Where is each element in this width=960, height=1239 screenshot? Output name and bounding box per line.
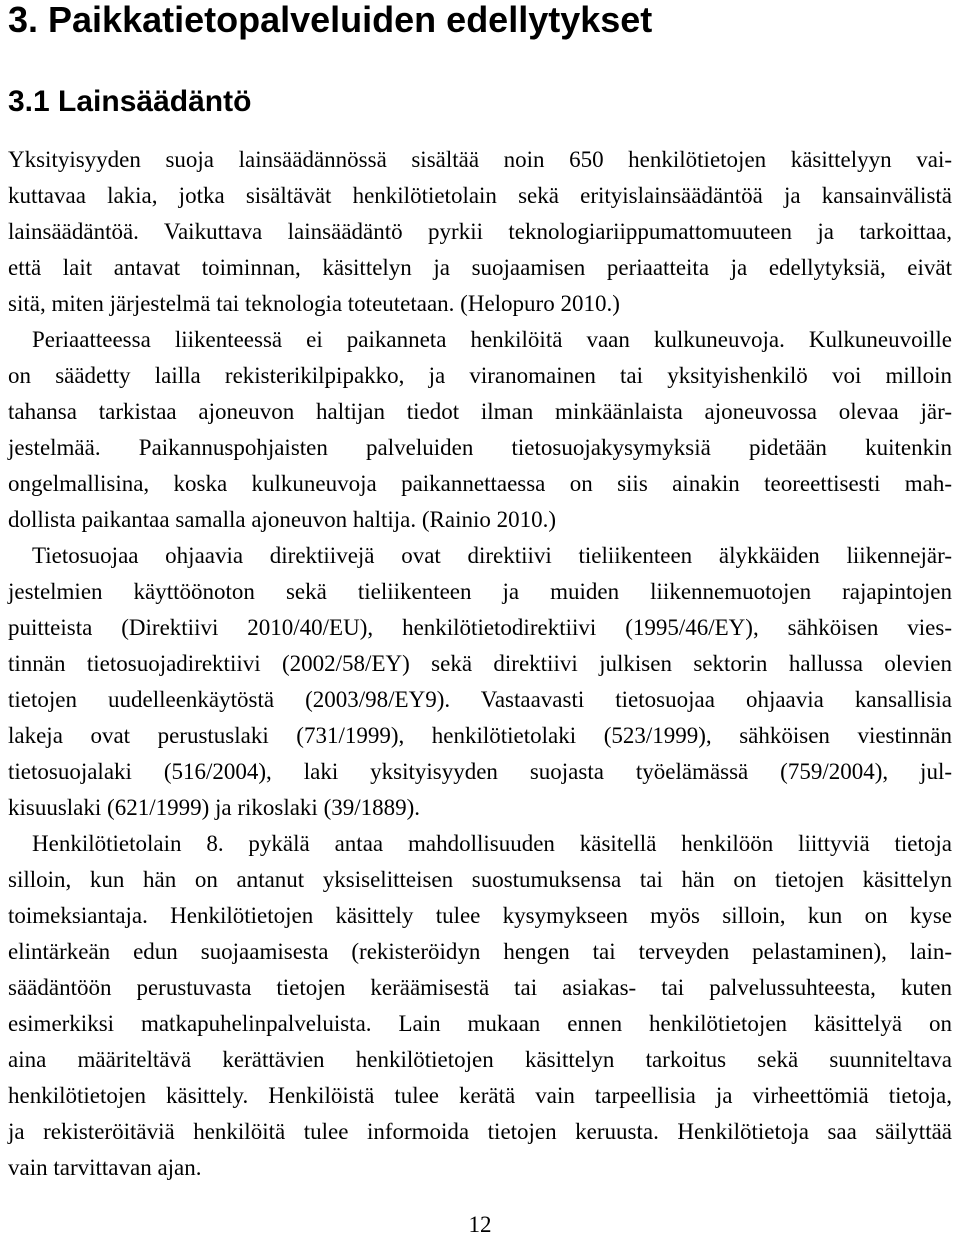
text-line: dollista paikantaa samalla ajoneuvon haltija. (Rainio 2010.) <box>8 507 557 532</box>
text-line: tinnän tietosuojadirektiivi (2002/58/EY) sekä direktiivi julkisen sektorin hallussa olevien <box>8 651 952 676</box>
text-line: säädäntöön perustuvasta tietojen keräämisestä tai asiakas- tai palvelussuhteesta, kuten <box>8 975 952 1000</box>
text-line: että lait antavat toiminnan, käsittelyn ja suojaamisen periaatteita ja edellytyksiä, eivät <box>8 255 952 280</box>
text-line: Periaatteessa liikenteessä ei paikanneta henkilöitä vaan kulkuneuvoja. Kulkuneuvoille <box>32 327 952 352</box>
text-line: jestelmää. Paikannuspohjaisten palveluiden tietosuojakysymyksiä pidetään kuitenkin <box>8 435 952 460</box>
text-line: puitteista (Direktiivi 2010/40/EU), henkilötietodirektiivi (1995/46/EY), sähköisen vies- <box>8 615 952 640</box>
text-line: aina määriteltävä kerättävien henkilötietojen käsittelyn tarkoitus sekä suunniteltava <box>8 1047 952 1072</box>
text-line: kuttavaa lakia, jotka sisältävät henkilötietolain sekä erityislainsäädäntöä ja kansainvälistä <box>8 183 952 208</box>
text-line: tietojen uudelleenkäytöstä (2003/98/EY9). Vastaavasti tietosuojaa ohjaavia kansallisia <box>8 687 952 712</box>
text-line: esimerkiksi matkapuhelinpalveluista. Lain mukaan ennen henkilötietojen käsittelyä on <box>8 1011 952 1036</box>
text-line: Tietosuojaa ohjaavia direktiivejä ovat direktiivi tieliikenteen älykkäiden liikennejär- <box>32 543 952 568</box>
text-line: tahansa tarkistaa ajoneuvon haltijan tiedot ilman minkäänlaista ajoneuvossa olevaa jär- <box>8 399 952 424</box>
text-line: on säädetty lailla rekisterikilpipakko, ja viranomainen tai yksityishenkilö voi milloin <box>8 363 952 388</box>
text-line: henkilötietojen käsittely. Henkilöistä tulee kerätä vain tarpeellisia ja virheettömiä tietoja, <box>8 1083 952 1108</box>
text-line: silloin, kun hän on antanut yksiselitteisen suostumuksensa tai hän on tietojen käsittelyn <box>8 867 952 892</box>
text-line: vain tarvittavan ajan. <box>8 1155 202 1180</box>
text-line: Yksityisyyden suoja lainsäädännössä sisältää noin 650 henkilötietojen käsittelyyn vai- <box>8 147 952 172</box>
text-line: toimeksiantaja. Henkilötietojen käsittely tulee kysymykseen myös silloin, kun on kyse <box>8 903 952 928</box>
text-line: kisuuslaki (621/1999) ja rikoslaki (39/1889). <box>8 795 421 820</box>
page-number: 12 <box>468 1212 492 1237</box>
text-line: lakeja ovat perustuslaki (731/1999), henkilötietolaki (523/1999), sähköisen viestinnän <box>8 723 952 748</box>
text-line: elintärkeän edun suojaamisesta (rekisteröidyn hengen tai terveyden pelastaminen), lain- <box>8 939 952 964</box>
text-line: Henkilötietolain 8. pykälä antaa mahdollisuuden käsitellä henkilöön liittyviä tietoja <box>32 831 952 856</box>
text-line: ja rekisteröitäviä henkilöitä tulee informoida tietojen keruusta. Henkilötietoja saa säilyttää <box>8 1119 952 1144</box>
text-line: sitä, miten järjestelmä tai teknologia toteutetaan. (Helopuro 2010.) <box>8 291 620 316</box>
subsection-heading: 3.1 Lainsäädäntö <box>8 85 252 118</box>
section-heading: 3. Paikkatietopalveluiden edellytykset <box>8 0 653 40</box>
text-line: ongelmallisina, koska kulkuneuvoja paikannettaessa on siis ainakin teoreettisesti mah- <box>8 471 952 496</box>
text-line: lainsäädäntöä. Vaikuttava lainsäädäntö pyrkii teknologiariippumattomuuteen ja tarkoittaa, <box>8 219 952 244</box>
text-line: jestelmien käyttöönoton sekä tieliikenteen ja muiden liikennemuotojen rajapintojen <box>8 579 952 604</box>
text-line: tietosuojalaki (516/2004), laki yksityisyyden suojasta työelämässä (759/2004), jul- <box>8 759 952 784</box>
